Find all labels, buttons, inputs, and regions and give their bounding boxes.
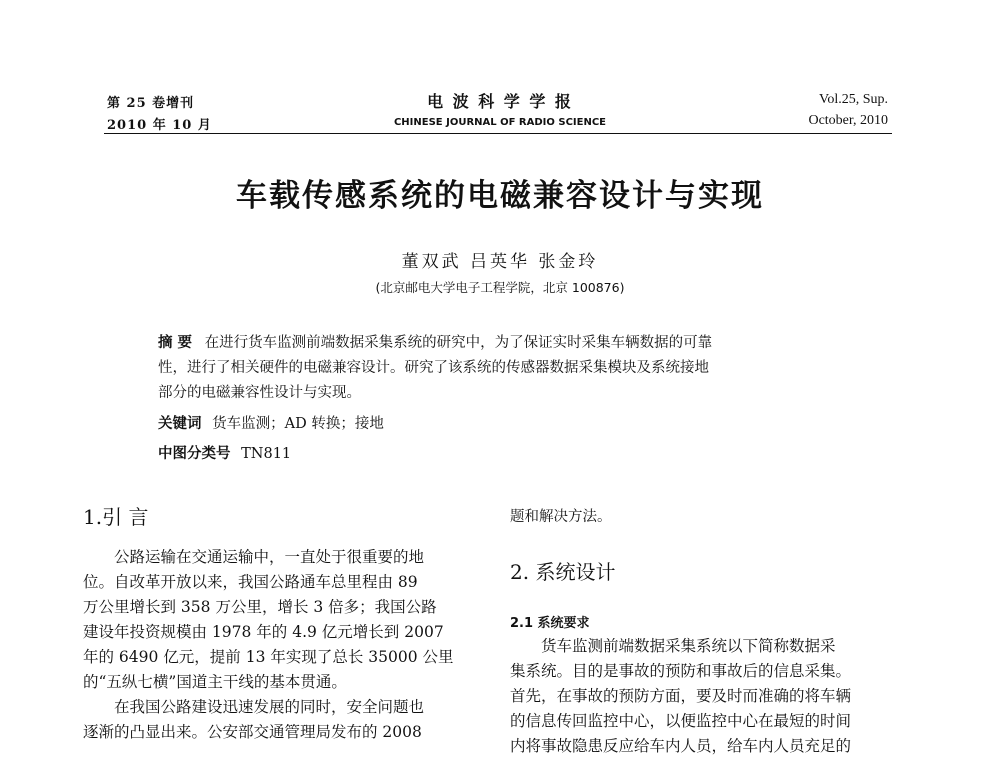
abstract-label: 摘 要 xyxy=(158,335,193,351)
abstract-line-3: 部分的电磁兼容性设计与实现。 xyxy=(158,385,361,401)
paragraph-line: 逐渐的凸显出来。公安部交通管理局发布的 2008 xyxy=(83,723,422,741)
paragraph-line: 的“五纵七横”国道主干线的基本贯通。 xyxy=(83,673,347,691)
paragraph-line: 位。自改革开放以来，我国公路通车总里程由 89 xyxy=(83,573,418,591)
date-en-label: October, 2010 xyxy=(808,113,888,128)
right-column-text xyxy=(510,634,910,759)
left-column-text xyxy=(83,545,483,745)
paper-authors: 董双武 吕英华 张金玲 xyxy=(401,252,599,272)
subsection-heading: 2.1 系统要求 xyxy=(510,616,590,631)
section-heading-system-design: 2. 系统设计 xyxy=(510,560,616,584)
keywords-label: 关键词 xyxy=(158,416,202,432)
abstract-line-2: 性，进行了相关硬件的电磁兼容设计。研究了该系统的传感器数据采集模块及系统接地 xyxy=(158,360,709,376)
volume-en-label: Vol.25, Sup. xyxy=(819,92,888,107)
paragraph-line: 首先，在事故的预防方面，要及时而准确的将车辆 xyxy=(510,687,852,705)
continuation-text: 题和解决方法。 xyxy=(510,509,612,525)
paragraph-line: 货车监测前端数据采集系统以下简称数据采 xyxy=(541,637,836,655)
paragraph-line: 内将事故隐患反应给车内人员，给车内人员充足的 xyxy=(510,737,852,755)
classification-code: TN811 xyxy=(241,446,292,462)
abstract-text: 在进行货车监测前端数据采集系统的研究中，为了保证实时采集车辆数据的可靠 xyxy=(204,335,713,351)
paragraph-line: 年的 6490 亿元，提前 13 年实现了总长 35000 公里 xyxy=(83,648,454,666)
paragraph-line: 公路运输在交通运输中，一直处于很重要的地 xyxy=(114,548,425,566)
paragraph-line: 在我国公路建设迅速发展的同时，安全问题也 xyxy=(114,698,425,716)
issue-date-label: 2010 年 10 月 xyxy=(107,118,212,133)
paragraph-line: 万公里增长到 358 万公里，增长 3 倍多；我国公路 xyxy=(83,598,437,616)
journal-title-en: CHINESE JOURNAL OF RADIO SCIENCE xyxy=(393,117,607,128)
paper-affiliation: (北京邮电大学电子工程学院，北京 100876) xyxy=(375,280,625,295)
paragraph-line: 集系统。目的是事故的预防和事故后的信息采集。 xyxy=(510,662,852,680)
keywords-line xyxy=(158,412,384,437)
keywords-text: 货车监测；AD 转换；接地 xyxy=(212,416,384,432)
journal-title-cn: 电 波 科 学 学 报 xyxy=(427,92,573,111)
paragraph-line: 的信息传回监控中心，以便监控中心在最短的时间 xyxy=(510,712,852,730)
volume-label: 第 25 卷增刊 xyxy=(107,96,195,111)
header-rule xyxy=(104,133,892,134)
abstract-line-1 xyxy=(158,331,712,356)
classification-line xyxy=(158,442,291,467)
classification-label: 中图分类号 xyxy=(158,446,231,462)
paragraph-line: 建设年投资规模由 1978 年的 4.9 亿元增长到 2007 xyxy=(83,623,444,641)
section-heading-introduction: 1.引 言 xyxy=(83,505,149,529)
paper-title: 车载传感系统的电磁兼容设计与实现 xyxy=(236,178,764,214)
